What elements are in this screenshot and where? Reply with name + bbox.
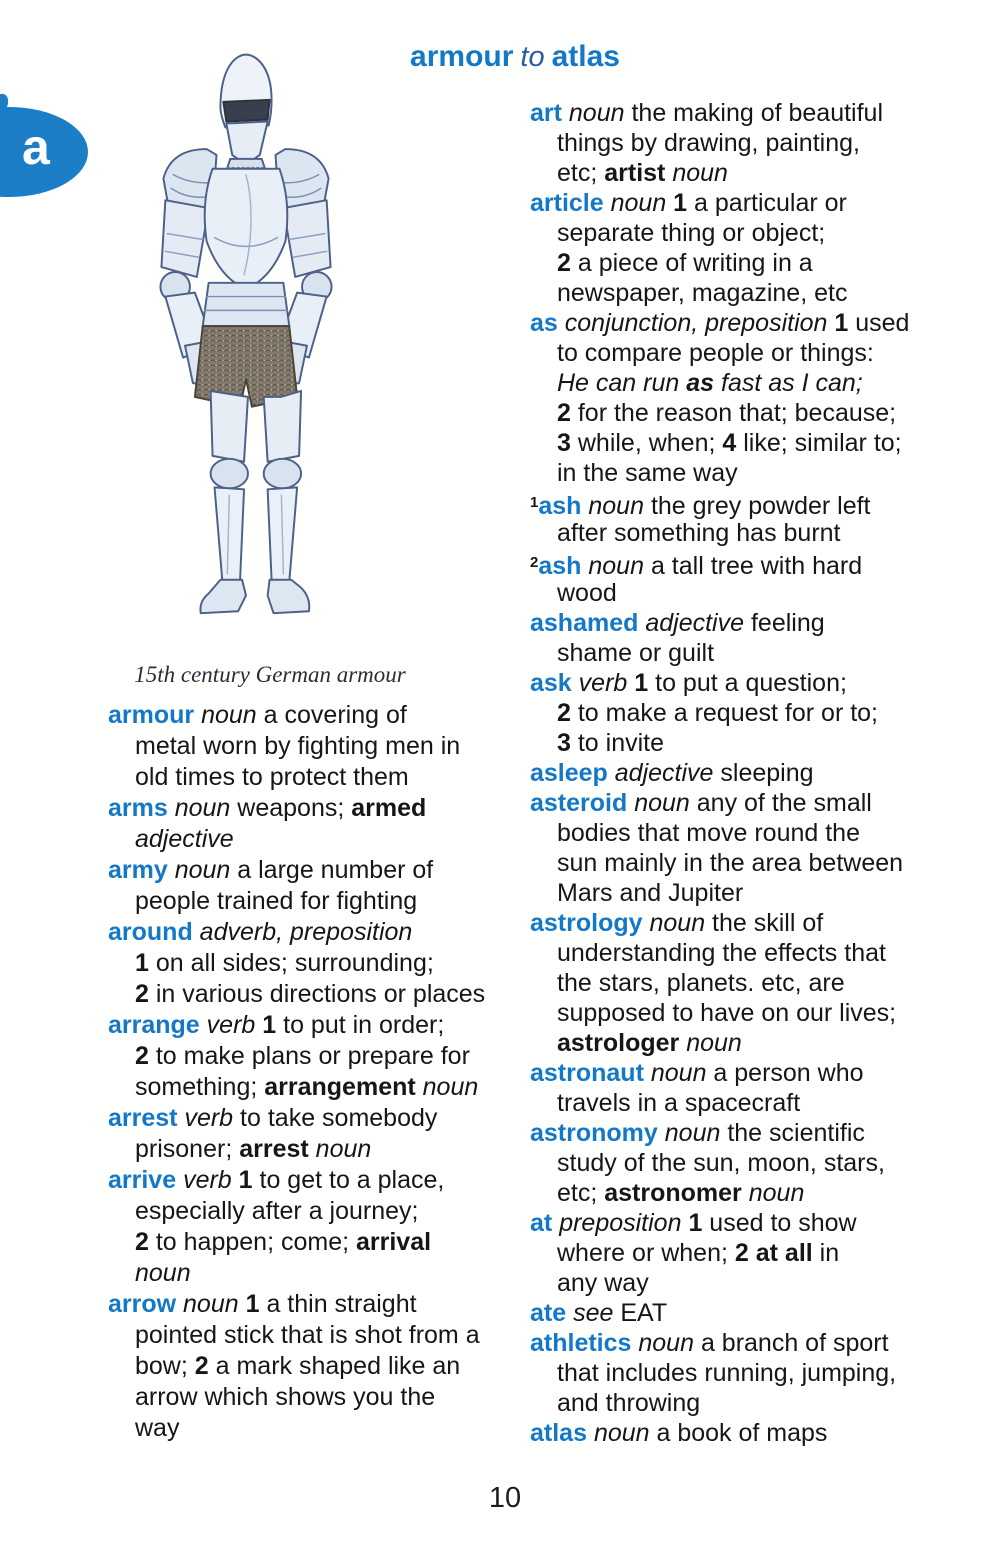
letter-tab (0, 107, 88, 197)
text-segment: feeling (750, 609, 825, 637)
entry-asteroid (530, 788, 980, 908)
entry-arrange (108, 1010, 538, 1103)
text-segment: weapons; (237, 794, 352, 822)
entry-athletics (530, 1328, 980, 1418)
entry-astrology (530, 908, 980, 1058)
entry-line (108, 1010, 538, 1041)
text-segment: 1 (262, 1011, 284, 1039)
text-segment: as (686, 369, 715, 397)
text-segment: article (530, 189, 611, 217)
entry-line (530, 1088, 980, 1118)
entry-around (108, 917, 538, 1010)
guide-word-first: armour (410, 40, 514, 73)
text-segment: a person who (713, 1059, 864, 1087)
entry-line (530, 1148, 980, 1178)
text-segment: noun (135, 1259, 191, 1287)
entry-line (530, 488, 980, 518)
text-segment: 1 (673, 189, 695, 217)
text-segment: arrive (108, 1166, 184, 1194)
text-segment: 1 (135, 949, 156, 977)
text-segment: noun (174, 794, 238, 822)
text-segment: noun (672, 159, 728, 187)
text-segment: ash (538, 492, 589, 520)
text-segment: noun (315, 1135, 372, 1163)
text-segment: adjective (135, 825, 234, 853)
text-segment: verb (183, 1166, 239, 1194)
text-segment: on all sides; surrounding; (155, 949, 434, 977)
text-segment: to happen; come; (155, 1228, 356, 1256)
text-segment: 1 (834, 309, 856, 337)
entry-line (530, 638, 980, 668)
text-segment: any way (557, 1269, 649, 1297)
entry-line (530, 878, 980, 908)
text-segment: way (135, 1414, 180, 1442)
entry-line (108, 1413, 538, 1444)
entry-arrive (108, 1165, 538, 1289)
entry-art (530, 98, 980, 188)
text-segment: study of the sun, moon, stars, (557, 1149, 885, 1177)
text-segment: the stars, planets. etc, are (557, 969, 845, 997)
text-segment: as (530, 309, 565, 337)
entry-line (108, 1103, 538, 1134)
entry-arrow (108, 1289, 538, 1444)
guide-word-last: atlas (551, 40, 620, 73)
text-segment: 1 (245, 1290, 267, 1318)
text-segment: sun mainly in the area between (557, 849, 904, 877)
entry-line (108, 1196, 538, 1227)
text-segment: the scientific (727, 1119, 865, 1147)
text-segment: newspaper, magazine, etc (557, 279, 848, 307)
text-segment: 2 (135, 1228, 156, 1256)
text-segment: prisoner; (135, 1135, 240, 1163)
text-segment: to compare people or things: (557, 339, 874, 367)
entry-line (108, 1382, 538, 1413)
text-segment: atlas (530, 1419, 594, 1447)
entry-line (530, 818, 980, 848)
text-segment: for the reason that; because; (577, 399, 897, 427)
entry-line (108, 979, 538, 1010)
text-segment: around (108, 918, 200, 946)
right-column (530, 98, 980, 1448)
text-segment: arrange (108, 1011, 207, 1039)
text-segment: where or when; (557, 1239, 735, 1267)
entry-line (530, 218, 980, 248)
entry-line (530, 968, 980, 998)
entry-line (530, 908, 980, 938)
text-segment: noun (568, 99, 632, 127)
entry-line (108, 855, 538, 886)
text-segment: conjunction, preposition (564, 309, 835, 337)
entry-line (530, 698, 980, 728)
text-segment: 2 (734, 1239, 756, 1267)
text-segment: 2 (530, 554, 539, 571)
guide-word-connector: to (520, 41, 545, 73)
text-segment: especially after a journey; (135, 1197, 419, 1225)
entry-ask (530, 668, 980, 758)
text-segment: adjective (614, 759, 721, 787)
entry-line (530, 248, 980, 278)
entry-ash-2 (530, 548, 980, 608)
illustration-caption: 15th century German armour (134, 662, 406, 687)
entry-line (530, 1118, 980, 1148)
text-segment: bodies that move round the (557, 819, 860, 847)
text-segment: things by drawing, painting, (557, 129, 860, 157)
text-segment: to make a request for or to; (577, 699, 879, 727)
text-segment: noun (634, 789, 697, 817)
text-segment: 1 (530, 494, 539, 511)
text-segment: a large number of (237, 856, 434, 884)
entry-line (530, 278, 980, 308)
text-segment: 2 (557, 249, 578, 277)
text-segment: 2 (557, 399, 578, 427)
text-segment: armed (351, 794, 427, 822)
entry-line (530, 848, 980, 878)
text-segment: 2 (135, 1042, 156, 1070)
text-segment: arrest (108, 1104, 185, 1132)
entry-at (530, 1208, 980, 1298)
text-segment: travels in a spacecraft (557, 1089, 801, 1117)
entry-line (530, 1418, 980, 1448)
text-segment: fast as I can; (714, 369, 863, 397)
text-segment: bow; (135, 1352, 195, 1380)
text-segment: to put a question; (655, 669, 847, 697)
text-segment: arms (108, 794, 175, 822)
entry-line (530, 1328, 980, 1358)
text-segment: and throwing (557, 1389, 701, 1417)
entry-line (530, 518, 980, 548)
entry-army (108, 855, 538, 917)
text-segment: art (530, 99, 569, 127)
text-segment: noun (638, 1329, 701, 1357)
entry-astronaut (530, 1058, 980, 1118)
text-segment: noun (593, 1419, 657, 1447)
text-segment: to take somebody (240, 1104, 438, 1132)
text-segment: astrologer (557, 1029, 687, 1057)
entry-line (530, 1058, 980, 1088)
text-segment: in the same way (557, 459, 738, 487)
entry-line (108, 948, 538, 979)
text-segment: pointed stick that is shot from a (135, 1321, 480, 1349)
entry-line (530, 578, 980, 608)
text-segment: used (855, 309, 910, 337)
text-segment: noun (588, 492, 651, 520)
text-segment: after something has burnt (557, 519, 841, 547)
text-segment: verb (578, 669, 635, 697)
text-segment: army (108, 856, 175, 884)
entry-astronomy (530, 1118, 980, 1208)
text-segment: in (812, 1239, 840, 1267)
text-segment: people trained for fighting (135, 887, 418, 915)
text-segment: arrest (239, 1135, 316, 1163)
text-segment: in various directions or places (155, 980, 486, 1008)
text-segment: noun (588, 552, 651, 580)
entry-line (108, 793, 538, 824)
text-segment: noun (650, 1059, 714, 1087)
entry-ash-1 (530, 488, 980, 548)
entry-line (530, 728, 980, 758)
text-segment: He can run (557, 369, 687, 397)
text-segment: 1 (238, 1166, 260, 1194)
text-segment: asteroid (530, 789, 635, 817)
text-segment: a book of maps (656, 1419, 828, 1447)
entry-line (530, 938, 980, 968)
text-segment: 3 (557, 729, 578, 757)
text-segment: the grey powder left (650, 492, 871, 520)
text-segment: a covering of (263, 701, 407, 729)
text-segment: arrow which shows you the (135, 1383, 436, 1411)
text-segment: sleeping (720, 759, 814, 787)
text-segment: arrow (108, 1290, 184, 1318)
text-segment: artist (604, 159, 673, 187)
entry-ashamed (530, 608, 980, 668)
text-segment: noun (748, 1179, 805, 1207)
entry-line (530, 458, 980, 488)
text-segment: while, when; (577, 429, 723, 457)
text-segment: etc; (557, 1179, 605, 1207)
text-segment: that includes running, jumping, (557, 1359, 897, 1387)
text-segment: 1 (688, 1209, 710, 1237)
text-segment: at all (755, 1239, 813, 1267)
text-segment: to make plans or prepare for (155, 1042, 470, 1070)
entry-line (108, 762, 538, 793)
entry-line (530, 1268, 980, 1298)
text-segment: etc; (557, 159, 605, 187)
entry-line (530, 128, 980, 158)
entry-arrest (108, 1103, 538, 1165)
text-segment: to put in order; (283, 1011, 445, 1039)
text-segment: to invite (577, 729, 665, 757)
entry-line (108, 1227, 538, 1258)
entry-as (530, 308, 980, 488)
entry-line (108, 1351, 538, 1382)
text-segment: arrangement (264, 1073, 423, 1101)
letter-tab-label: a (22, 119, 50, 175)
text-segment: separate thing or object; (557, 219, 826, 247)
entry-line (530, 668, 980, 698)
text-segment: ashamed (530, 609, 646, 637)
text-segment: noun (174, 856, 238, 884)
entry-line (108, 700, 538, 731)
entry-ate (530, 1298, 980, 1328)
text-segment: 3 (557, 429, 578, 457)
text-segment: any of the small (696, 789, 872, 817)
text-segment: 1 (634, 669, 656, 697)
entry-line (108, 1258, 538, 1289)
page-number: 10 (488, 1482, 522, 1514)
text-segment: astronomy (530, 1119, 665, 1147)
text-segment: noun (183, 1290, 246, 1318)
entry-line (530, 1238, 980, 1268)
entry-line (530, 788, 980, 818)
text-segment: noun (422, 1073, 479, 1101)
text-segment: metal worn by fighting men in (135, 732, 461, 760)
entry-line (530, 158, 980, 188)
entry-line (530, 1208, 980, 1238)
text-segment: see (573, 1299, 621, 1327)
text-segment: a thin straight (266, 1290, 417, 1318)
entry-line (530, 308, 980, 338)
text-segment: ash (538, 552, 589, 580)
entry-line (108, 731, 538, 762)
entry-line (530, 1028, 980, 1058)
text-segment: the making of beautiful (631, 99, 884, 127)
text-segment: noun (649, 909, 713, 937)
text-segment: adjective (645, 609, 751, 637)
text-segment: EAT (620, 1299, 668, 1327)
text-segment: something; (135, 1073, 265, 1101)
text-segment: verb (184, 1104, 241, 1132)
entry-arms (108, 793, 538, 855)
text-segment: noun (201, 701, 264, 729)
text-segment: noun (664, 1119, 728, 1147)
text-segment: adverb, preposition (199, 918, 413, 946)
text-segment: astronomer (604, 1179, 749, 1207)
text-segment: old times to protect them (135, 763, 409, 791)
entry-line (530, 1358, 980, 1388)
text-segment: preposition (559, 1209, 689, 1237)
entry-line (530, 428, 980, 458)
text-segment: to get to a place, (259, 1166, 445, 1194)
text-segment: understanding the effects that (557, 939, 886, 967)
text-segment: used to show (709, 1209, 857, 1237)
text-segment: wood (557, 579, 617, 607)
entry-article (530, 188, 980, 308)
entry-line (108, 824, 538, 855)
text-segment: shame or guilt (557, 639, 715, 667)
entry-line (108, 1134, 538, 1165)
text-segment: a piece of writing in a (577, 249, 813, 277)
text-segment: a particular or (694, 189, 847, 217)
text-segment: 2 (194, 1352, 216, 1380)
text-segment: 4 (722, 429, 744, 457)
entry-line (530, 998, 980, 1028)
entry-line (108, 917, 538, 948)
text-segment: a tall tree with hard (650, 552, 863, 580)
text-segment: armour (108, 701, 202, 729)
text-segment: the skill of (712, 909, 824, 937)
entry-line (530, 608, 980, 638)
text-segment: asleep (530, 759, 615, 787)
entry-line (530, 758, 980, 788)
text-segment: a branch of sport (700, 1329, 889, 1357)
text-segment: a mark shaped like an (215, 1352, 461, 1380)
text-segment: astronaut (530, 1059, 651, 1087)
entry-line (108, 1320, 538, 1351)
text-segment: 2 (557, 699, 578, 727)
text-segment: noun (686, 1029, 742, 1057)
entry-line (530, 548, 980, 578)
entry-line (530, 1178, 980, 1208)
entry-atlas (530, 1418, 980, 1448)
text-segment: like; similar to; (743, 429, 902, 457)
entry-armour (108, 700, 538, 793)
entry-line (108, 1289, 538, 1320)
text-segment: 2 (135, 980, 156, 1008)
text-segment: ask (530, 669, 579, 697)
text-segment: at (530, 1209, 560, 1237)
entry-asleep (530, 758, 980, 788)
entry-line (530, 1388, 980, 1418)
text-segment: Mars and Jupiter (557, 879, 744, 907)
text-segment: astrology (530, 909, 650, 937)
text-segment: verb (206, 1011, 263, 1039)
armour-illustration (128, 32, 364, 687)
text-segment: athletics (530, 1329, 639, 1357)
text-segment: ate (530, 1299, 574, 1327)
entry-line (530, 398, 980, 428)
entry-line (530, 338, 980, 368)
entry-line (530, 368, 980, 398)
text-segment: supposed to have on our lives; (557, 999, 897, 1027)
entry-line (530, 1298, 980, 1328)
text-segment: arrival (356, 1228, 432, 1256)
entry-line (530, 188, 980, 218)
entry-line (108, 1072, 538, 1103)
entry-line (108, 1165, 538, 1196)
text-segment: noun (610, 189, 674, 217)
entry-line (530, 98, 980, 128)
entry-line (108, 886, 538, 917)
entry-line (108, 1041, 538, 1072)
left-column (108, 700, 538, 1444)
